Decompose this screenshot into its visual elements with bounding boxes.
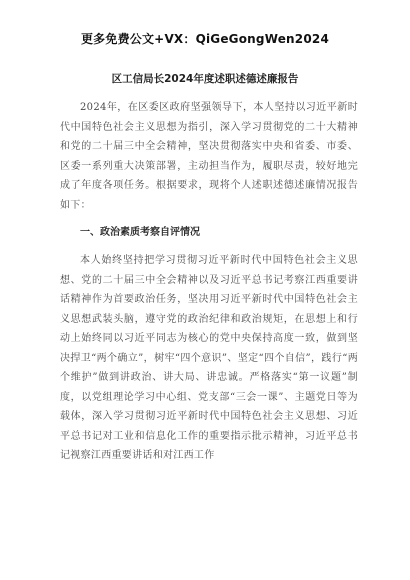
document-title: 区工信局长2024年度述职述德述廉报告 [111,73,299,85]
promo-banner: 更多免费公文+VX：QiGeGongWen2024 [80,32,329,46]
section-paragraph: 本人始终坚持把学习贯彻习近平新时代中国特色社会主义思想、党的二十届三中全会精神以及习近平总书记考察江西重要讲话精神作为首要政治任务，坚决用习近平新时代中国特色社会主义思想武装头脑，遵守党的政治纪律和政治规矩，在思想上和行动上始终同以习近平同志为核心的党中央保持高度一致，做到坚决捍卫“两个确立”，树牢“四个意识”、坚定“四个自信”，践行“两个维护”做到讲政治、讲大局、讲忠诚。严格落实“第一议题”制度，以党组理论学习中心组、党支部“三会一课”、主题党日等为载体，深入学习贯彻习近平新时代中国特色社会主义思想、习近平总书记对工业和信息化工作的重要指示批示精神，习近平总书记视察江西重要讲话和对江西工作 [60,255,358,461]
section-heading: 一、政治素质考察自评情况 [80,227,200,238]
document-body [60,98,358,466]
intro-paragraph: 2024年，在区委区政府坚强领导下，本人坚持以习近平新时代中国特色社会主义思想为指引，深入学习贯彻党的二十大精神和党的二十届三中全会精神，坚决贯彻落实中央和省委、市委、区委一系列重大决策部署，主动担当作为，履职尽责，较好地完成了年度各项任务。根据要求，现将个人述职述德述廉情况报告如下： [60,102,358,211]
